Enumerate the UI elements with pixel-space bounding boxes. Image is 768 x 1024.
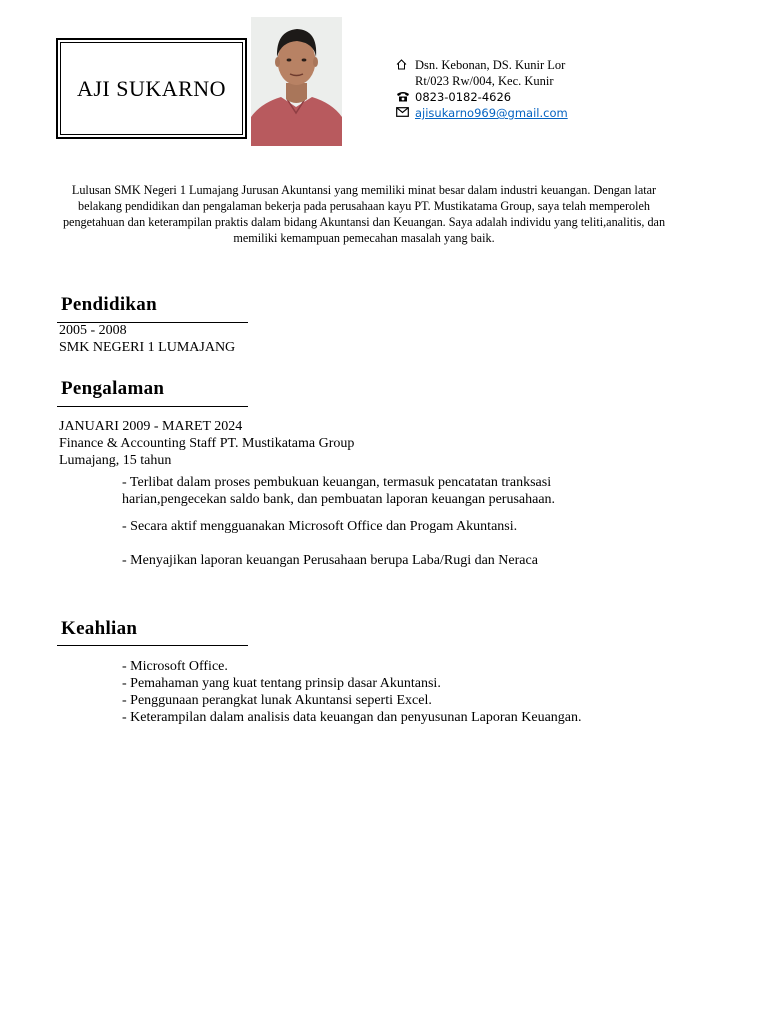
education-school: SMK NEGERI 1 LUMAJANG xyxy=(59,340,236,355)
contact-info xyxy=(396,57,568,121)
education-block xyxy=(59,322,235,356)
experience-role: Finance & Accounting Staff PT. Mustikatama Group xyxy=(59,436,355,451)
skills-divider xyxy=(57,645,248,646)
candidate-name: AJI SUKARNO xyxy=(76,75,227,101)
email-row xyxy=(396,105,568,121)
experience-location: Lumajang, 15 tahun xyxy=(59,453,172,468)
skills-list xyxy=(122,658,592,726)
envelope-icon xyxy=(396,105,415,117)
phone-icon xyxy=(396,89,415,102)
phone-number: 0823-0182-4626 xyxy=(415,90,512,104)
email-link[interactable]: ajisukarno969@gmail.com xyxy=(415,106,568,120)
experience-bullet: - Terlibat dalam proses pembukuan keuangan, termasuk pencatatan tranksasi harian,pengecekan saldo bank, dan pembuatan laporan keuangan perusahaan. xyxy=(122,475,556,507)
address-line-1: Dsn. Kebonan, DS. Kunir Lor xyxy=(415,58,566,72)
skill-item: - Penggunaan perangkat lunak Akuntansi seperti Excel. xyxy=(122,693,432,708)
name-box xyxy=(56,38,247,139)
address-line-2: Rt/023 Rw/004, Kec. Kunir xyxy=(415,74,554,88)
skill-item: - Keterampilan dalam analisis data keuangan dan penyusunan Laporan Keuangan. xyxy=(122,710,582,725)
experience-block xyxy=(59,418,354,469)
education-period: 2005 - 2008 xyxy=(59,323,127,338)
profile-summary: Lulusan SMK Negeri 1 Lumajang Jurusan Akuntansi yang memiliki minat besar dalam industri keuangan. Dengan latar belakang pendidikan dan pengalaman bekerja pada perusahaan kayu PT. Mustikatama Group, saya telah memperoleh pengetahuan dan keterampilan praktis dalam bidang Akuntansi dan Keuangan. Saya adalah individu yang teliti,analitis, dan memiliki kemampuan pemecahan masalah yang baik. xyxy=(62,183,666,245)
experience-bullet: - Menyajikan laporan keuangan Perusahaan berupa Laba/Rugi dan Neraca xyxy=(122,553,538,568)
experience-period: JANUARI 2009 - MARET 2024 xyxy=(59,419,243,434)
phone-row xyxy=(396,89,568,105)
skill-item: - Microsoft Office. xyxy=(122,659,228,674)
portrait-illustration xyxy=(251,17,342,146)
skills-heading: Keahlian xyxy=(61,618,138,639)
home-icon xyxy=(396,57,415,70)
profile-photo xyxy=(251,17,342,146)
experience-divider xyxy=(57,406,248,407)
address-row xyxy=(396,57,568,89)
experience-heading: Pengalaman xyxy=(61,378,165,399)
education-heading: Pendidikan xyxy=(61,294,157,315)
experience-bullet: - Secara aktif mengguanakan Microsoft Office dan Progam Akuntansi. xyxy=(122,519,518,534)
skill-item: - Pemahaman yang kuat tentang prinsip dasar Akuntansi. xyxy=(122,676,441,691)
